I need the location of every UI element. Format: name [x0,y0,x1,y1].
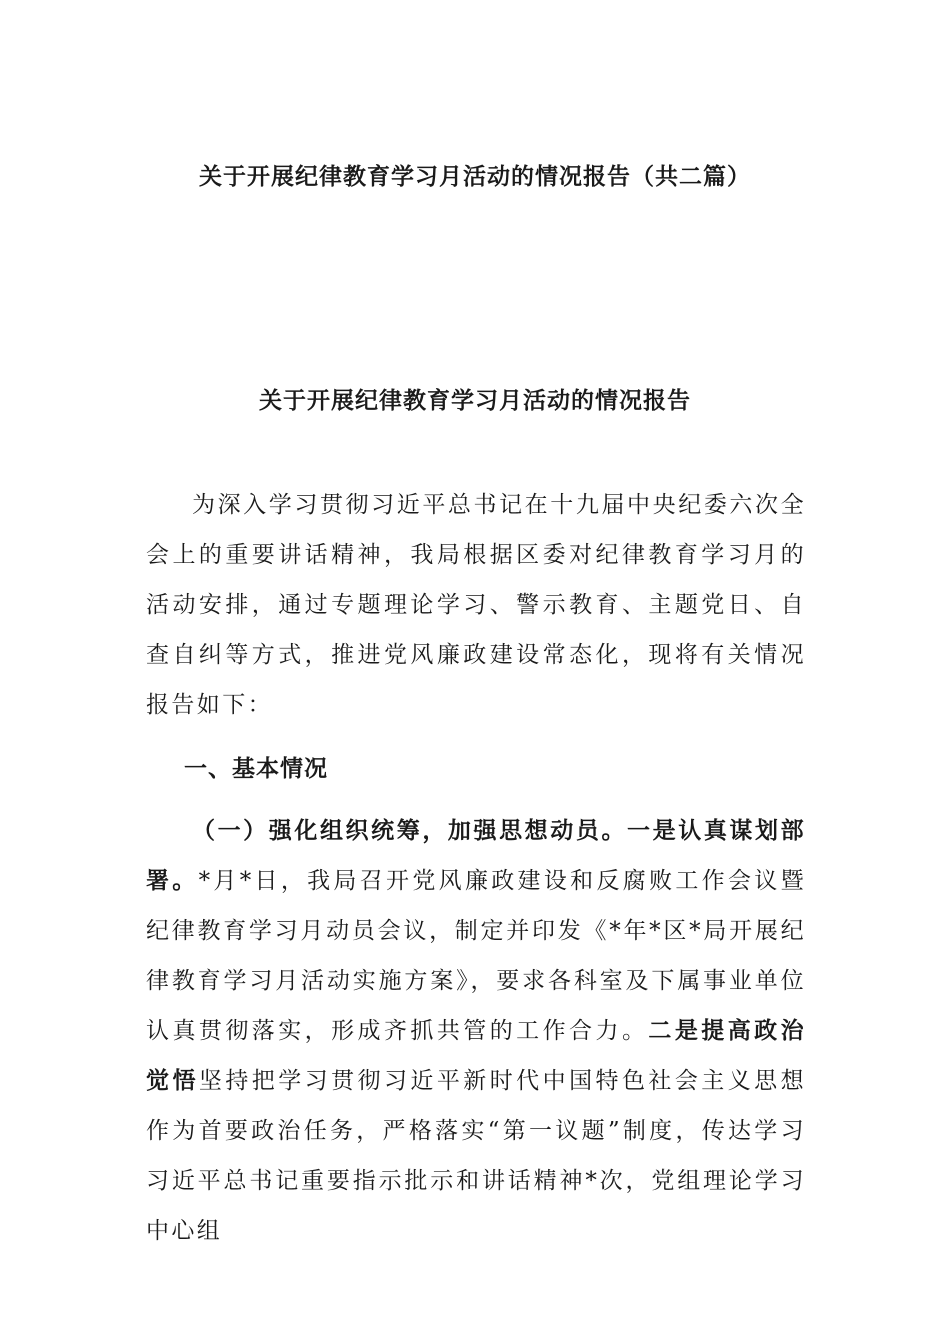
body-paragraph [146,806,806,1256]
paragraph-text: *月*日，我局召开党风廉政建设和反腐败工作会议暨纪律教育学习月动员会议，制定并印发《*年*区*局开展纪律教育学习月活动实施方案》，要求各科室及下属事业单位认真贯彻落实，形成齐抓共管的工作合力。 [146,868,806,1044]
paragraph-text-continued: 坚持把学习贯彻习近平新时代中国特色社会主义思想作为首要政治任务，严格落实“第一议题”制度，传达学习习近平总书记重要指示批示和讲话精神*次，党组理论学习中心组 [146,1068,806,1244]
document-title: 关于开展纪律教育学习月活动的情况报告（共二篇） [199,163,751,190]
paragraph-lead-bold: （一）强化组织统筹，加强思想动员。一是认真谋划部署。 [146,817,806,894]
paragraph-bold-phrase: 二是提高政治觉悟 [146,1017,806,1094]
report-title: 关于开展纪律教育学习月活动的情况报告 [259,387,691,414]
section-heading: 一、基本情况 [184,755,328,782]
intro-paragraph: 为深入学习贯彻习近平总书记在十九届中央纪委六次全会上的重要讲话精神，我局根据区委对纪律教育学习月的活动安排，通过专题理论学习、警示教育、主题党日、自查自纠等方式，推进党风廉政建设常态化，现将有关情况报告如下： [146,492,806,718]
